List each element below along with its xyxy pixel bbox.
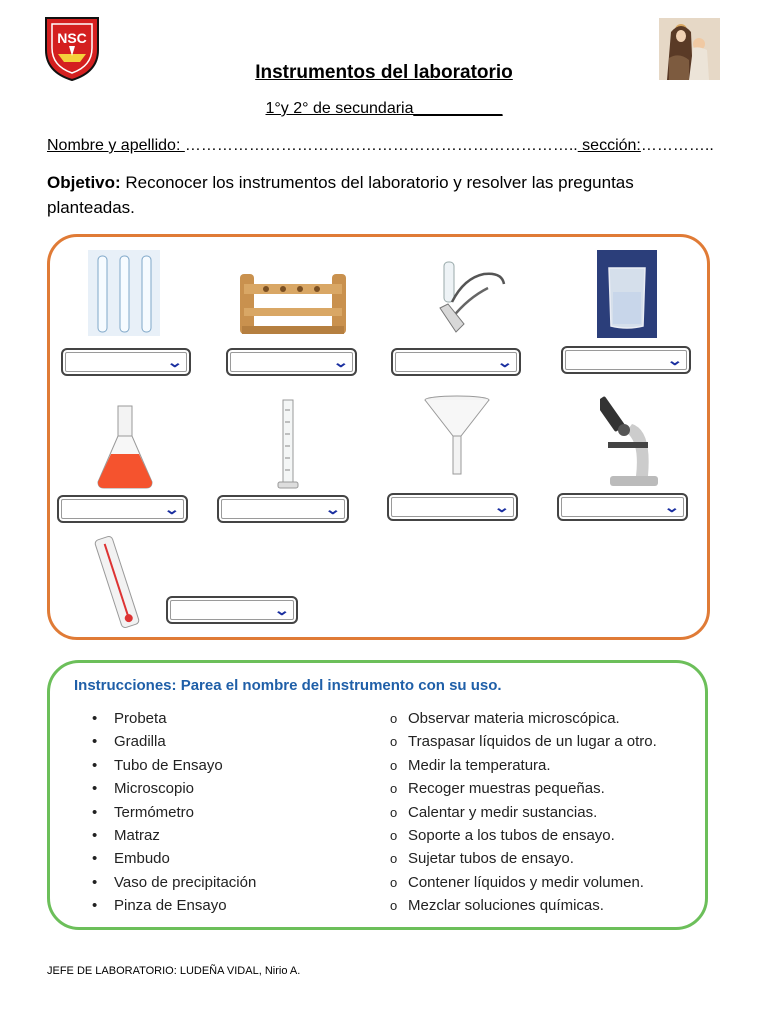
test-tube-clamp-icon: [434, 258, 510, 336]
list-item: • Gradilla: [92, 733, 166, 751]
page-title: Instrumentos del laboratorio: [255, 62, 513, 83]
instrument-select-5[interactable]: [57, 495, 188, 523]
test-tubes-icon: [88, 250, 160, 336]
chevron-down-icon: ⌄: [273, 602, 291, 618]
list-item: • Pinza de Ensayo: [92, 897, 227, 915]
list-item: • Matraz: [92, 827, 160, 845]
list-item: o Soporte a los tubos de ensayo.: [390, 827, 615, 845]
thermometer-icon: [90, 534, 144, 630]
name-label: Nombre y apellido:: [47, 137, 185, 154]
list-item: • Tubo de Ensayo: [92, 756, 223, 774]
instrument-select-6[interactable]: [217, 495, 349, 523]
chevron-down-icon: ⌄: [324, 501, 342, 517]
grade-line: 1°y 2° de secundaria__________: [265, 100, 503, 117]
list-item: o Observar materia microscópica.: [390, 710, 620, 727]
list-item: • Probeta: [92, 710, 167, 727]
chevron-down-icon: ⌄: [332, 354, 350, 370]
objective-paragraph: Objetivo: Reconocer los instrumentos del laboratorio y resolver las preguntas planteadas.: [47, 173, 634, 217]
instrument-select-8[interactable]: [557, 493, 688, 521]
section-dots: …………..: [640, 137, 714, 154]
section-label: sección:: [577, 137, 641, 154]
list-item: • Embudo: [92, 850, 170, 868]
chevron-down-icon: ⌄: [166, 354, 184, 370]
chevron-down-icon: ⌄: [666, 352, 684, 368]
chevron-down-icon: ⌄: [163, 501, 181, 517]
chevron-down-icon: ⌄: [663, 499, 681, 515]
list-item: • Termómetro: [92, 803, 195, 821]
chevron-down-icon: ⌄: [496, 354, 514, 370]
instrument-select-7[interactable]: [387, 493, 518, 521]
chevron-down-icon: ⌄: [493, 499, 511, 515]
list-item: • Vaso de precipitación: [92, 873, 257, 891]
name-dots: ………………………………………………………………..: [184, 137, 578, 154]
flask-icon: [94, 404, 156, 490]
instrument-name-list: [92, 707, 256, 918]
instrument-select-9[interactable]: [166, 596, 298, 624]
microscope-icon: [600, 390, 664, 488]
beaker-icon: [597, 250, 657, 338]
list-item: o Recoger muestras pequeñas.: [390, 780, 605, 798]
name-section-line: [47, 137, 714, 155]
list-item: o Medir la temperatura.: [390, 756, 551, 774]
instrument-select-3[interactable]: [391, 348, 521, 376]
footer-credit: JEFE DE LABORATORIO: LUDEÑA VIDAL, Nirio A.: [47, 965, 301, 977]
test-tube-rack-icon: [238, 268, 348, 336]
list-item: o Traspasar líquidos de un lugar a otro.: [390, 733, 657, 751]
funnel-icon: [422, 394, 492, 476]
list-item: • Microscopio: [92, 780, 195, 798]
list-item: o Sujetar tubos de ensayo.: [390, 850, 574, 868]
instrument-use-list: [390, 707, 657, 918]
instrument-select-4[interactable]: [561, 346, 691, 374]
graduated-cylinder-icon: [276, 398, 300, 490]
list-item: o Calentar y medir sustancias.: [390, 803, 598, 821]
list-item: o Contener líquidos y medir volumen.: [390, 873, 644, 891]
instrument-select-1[interactable]: [61, 348, 191, 376]
instrument-select-2[interactable]: [226, 348, 357, 376]
instructions-title: Instrucciones: Parea el nombre del instrumento con su uso.: [74, 677, 502, 694]
list-item: o Mezclar soluciones químicas.: [390, 897, 604, 915]
logo-text: NSC: [57, 30, 87, 46]
